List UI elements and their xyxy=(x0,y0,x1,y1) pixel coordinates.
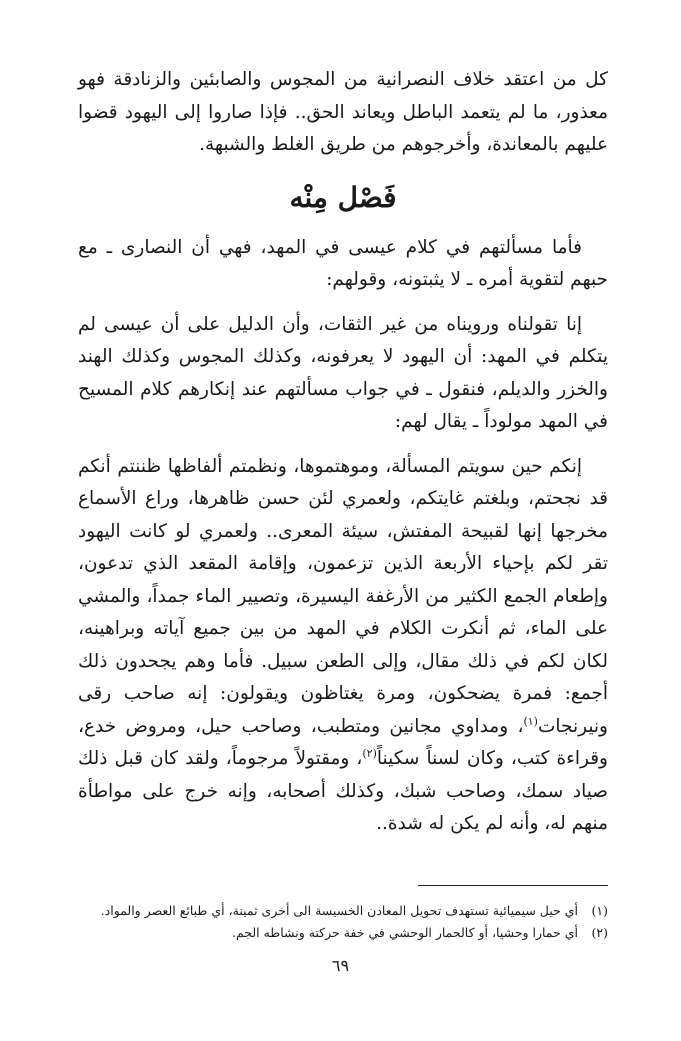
paragraph-refutation-part-c: ، ومقتولاً مرجوماً، ولقد كان قبل ذلك صياد سمك، وصاحب شبك، وكذلك أصحابه، وإنه خرج على مواطأة منهم له، وأنه لم يكن له شدة.. xyxy=(78,748,608,834)
paragraph-refutation xyxy=(78,451,608,841)
paragraph-refutation-part-a: إنكم حين سويتم المسألة، وموهتموها، ونظمتم ألفاظها ظننتم أنكم قد نجحتم، وبلغتم غايتكم، ولعمري لئن حسن ظاهرها، وراع الأسماع مخرجها إنها لقبيحة المفتش، سيئة المعرى.. ولعمري لو كانت اليهود تقر لكم بإحياء الأربعة الذين تزعمون، وإقامة المقعد الذي تدعون، وإطعام الجمع الكثير من الأرغفة اليسيرة، وتصيير الماء جمداً، والمشي على الماء، ثم أنكرت الكلام في المهد من بين جميع آياته وبراهينه، لكان لكم في ذلك مقال، وإلى الطعن سبيل. فأما وهم يجحدون ذلك أجمع: فمرة يضحكون، ومرة يغتاظون ويقولون: إنه صاحب رقى ونيرنجات xyxy=(78,455,608,737)
footnote-number: (٢) xyxy=(591,924,608,940)
footnote-item xyxy=(78,900,608,922)
section-heading: فَصْل مِنْه xyxy=(289,180,397,214)
footnote-number: (١) xyxy=(591,902,608,918)
paragraph-question: فأما مسألتهم في كلام عيسى في المهد، فهي أن النصارى ـ مع حبهم لتقوية أمره ـ لا يثبتونه، وقولهم: xyxy=(78,236,608,290)
footnote-marker-1[interactable]: (١) xyxy=(523,714,538,728)
page-number: ٦٩ xyxy=(331,956,350,975)
footnote-divider xyxy=(418,885,608,886)
footnote-marker-2[interactable]: (٢) xyxy=(362,746,377,760)
footnotes xyxy=(78,900,608,944)
paragraph-opening: كل من اعتقد خلاف النصرانية من المجوس والصابئين والزنادقة فهو معذور، ما لم يتعمد الباطل ويعاند الحق.. فإذا صاروا إلى اليهود قضوا عليهم بالمعاندة، وأخرجوهم من طريق الغلط والشبهة. xyxy=(78,69,608,155)
paragraph-answer: إنا تقولناه ورويناه من غير الثقات، وأن الدليل على أن عيسى لم يتكلم في المهد: أن اليهود لا يعرفونه، وكذلك المجوس وكذلك الهند والخزر والديلم، فنقول ـ في جواب مسألتهم عند إنكارهم كلام المسيح في المهد مولوداً ـ يقال لهم: xyxy=(78,313,608,432)
paragraph-refutation-part-b: ، ومداوي مجانين ومتطبب، وصاحب حيل، ومروض خدع، وقراءة كتب، وكان لسناً سكيناً xyxy=(78,715,608,769)
page-body xyxy=(78,64,608,944)
footnote-item xyxy=(78,922,608,944)
footnote-text: أي حمارا وحشيا، أو كالحمار الوحشي في خفة حركته ونشاطه الجم. xyxy=(231,924,578,940)
footnote-text: أي حيل سيميائية تستهدف تحويل المعادن الخسيسة الى أخرى ثمينة، أي طبائع العصر والمواد. xyxy=(100,902,578,918)
